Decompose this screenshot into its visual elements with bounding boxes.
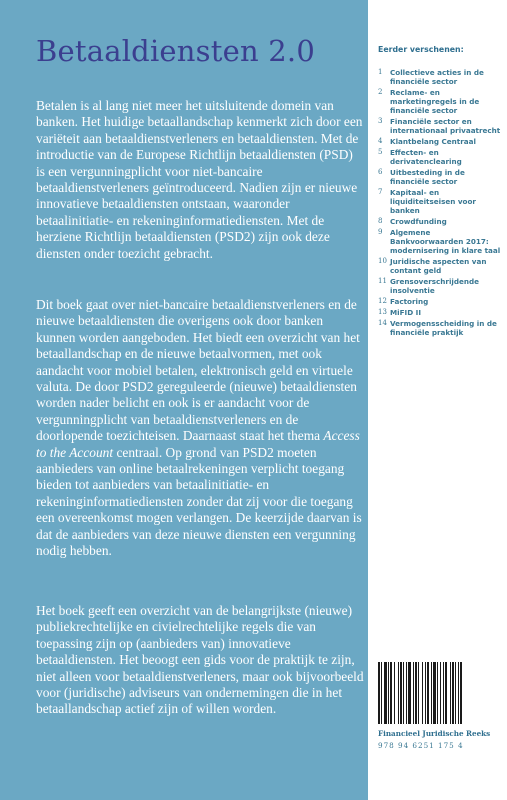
series-item-title: Juridische aspecten van contant geld	[390, 257, 487, 276]
book-title: Betaaldiensten 2.0	[36, 34, 315, 68]
series-item-number: 2	[378, 88, 383, 96]
series-list-item	[378, 319, 502, 337]
previously-published-heading: Eerder verschenen:	[378, 45, 464, 54]
series-list-item	[378, 68, 502, 86]
series-list-item	[378, 297, 502, 306]
content-paragraph	[36, 297, 364, 560]
series-item-number: 14	[378, 318, 387, 327]
series-item-number: 13	[378, 308, 387, 316]
series-item-title: Grensoverschrijdende insolventie	[390, 277, 480, 296]
series-list-item	[378, 308, 502, 317]
series-item-number: 9	[378, 228, 383, 236]
series-item-title: Financiële sector en internationaal privaatrecht	[390, 117, 501, 136]
series-list-item	[378, 217, 502, 226]
series-item-title: Factoring	[390, 297, 429, 307]
series-list-item	[378, 148, 502, 166]
series-list-item	[378, 168, 502, 186]
series-list	[378, 68, 502, 339]
intro-paragraph: Betalen is al lang niet meer het uitsluitende domein van banken. Het huidige betaallandschap kenmerkt zich door een variëteit aan betaaldienstverleners en betaaldiensten. Met de introductie van de Europese Richtlijn betaaldiensten (PSD) is een vergunningplicht voor niet-bancaire betaaldienstverleners geïntroduceerd. Nadien zijn er nieuwe innovatieve betaaldiensten ontstaan, waaronder betaalinitiatie- en rekeninginformatiediensten. Met de herziene Richtlijn betaaldiensten (PSD2) zijn ook deze diensten onder toezicht gebracht.	[36, 98, 363, 261]
series-item-title: Uitbesteding in de financiële sector	[390, 168, 465, 187]
series-item-number: 8	[378, 217, 383, 226]
series-list-item	[378, 277, 502, 295]
series-name: Financieel Juridische Reeks	[378, 729, 491, 738]
series-item-title: Klantbelang Centraal	[390, 137, 476, 147]
series-item-number: 3	[378, 117, 383, 126]
content-text-start: Dit boek gaat over niet-bancaire betaaldienstverleners en de nieuwe betaaldiensten die overigens ook door banken kunnen worden aangeboden. Het biedt een overzicht van het betaallandschap en de nieuwe betaalvormen, met ook aandacht voor mobiel betalen, elektronisch geld en virtuele valuta. De door PSD2 gereguleerde (nieuwe) betaaldiensten worden nader belicht en ook is er aandacht voor de vergunningplicht van betaaldienstverleners en de doorlopende toezichteisen. Daarnaast staat het thema	[36, 297, 360, 444]
series-list-item	[378, 137, 502, 146]
series-list-item	[378, 257, 502, 275]
series-list-item	[378, 88, 502, 116]
series-item-number: 12	[378, 297, 387, 306]
series-item-title: MiFID II	[390, 308, 422, 317]
series-item-number: 10	[378, 257, 387, 266]
overview-paragraph: Het boek geeft een overzicht van de belangrijkste (nieuwe) publiekrechtelijke en civielrechtelijke regels die van toepassing zijn op (aanbieders van) innovatieve betaaldiensten. Het beoogt een gids voor de praktijk te zijn, niet alleen voor betaaldienstverleners, maar ook bijvoorbeeld voor (juridische) adviseurs van ondernemingen die in het betaallandschap actief zijn of willen worden.	[36, 603, 364, 717]
series-item-number: 1	[378, 68, 383, 76]
series-item-number: 7	[378, 188, 383, 196]
series-item-title: Crowdfunding	[390, 217, 447, 227]
series-list-item	[378, 188, 502, 216]
content-text-end: centraal. Op grond van PSD2 moeten aanbieders van online betaalrekeningen verplicht toegang bieden tot aanbieders van betaalinitiatie- en rekeninginformatiediensten zonder dat zij voor die toegang een overeenkomst mogen verlangen. De keerzijde daarvan is dat de aanbieders van deze nieuwe diensten een vergunning nodig hebben.	[36, 444, 362, 559]
access-to-account-phrase: Access to the Account	[36, 428, 360, 460]
series-item-title: Kapitaal- en liquiditeitseisen voor banken	[390, 188, 476, 216]
barcode	[378, 662, 502, 724]
series-item-title: Algemene Bankvoorwaarden 2017: modernisering in klare taal	[390, 228, 501, 256]
series-item-number: 11	[378, 277, 387, 286]
series-list-item	[378, 117, 502, 135]
series-list-item	[378, 228, 502, 256]
series-item-number: 5	[378, 148, 383, 156]
series-item-title: Reclame- en marketingregels in de financiële sector	[390, 88, 480, 116]
series-item-title: Vermogensscheiding in de financiële praktijk	[390, 318, 497, 337]
series-item-title: Collectieve acties in de financiële sector	[390, 68, 484, 87]
series-item-number: 4	[378, 137, 383, 146]
series-item-number: 6	[378, 168, 383, 176]
isbn-number: 978 94 6251 175 4	[378, 741, 464, 750]
series-item-title: Effecten- en derivatenclearing	[390, 148, 462, 167]
